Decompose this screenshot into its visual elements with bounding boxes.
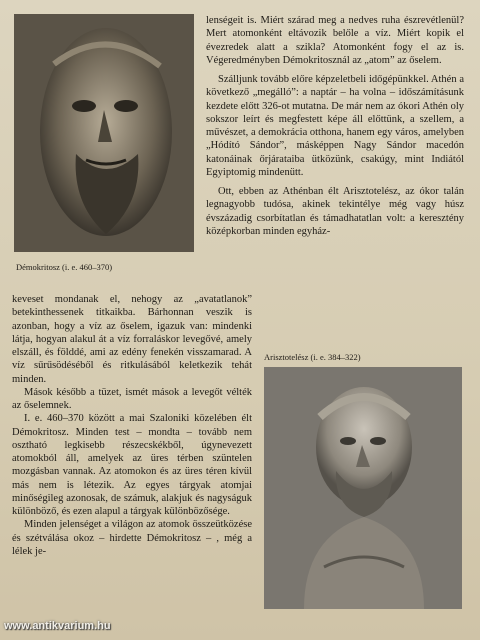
- watermark-text: www.antikvarium.hu: [4, 620, 111, 632]
- paragraph: I. e. 460–370 között a mai Szaloniki közelében élt Démokritosz. Minden test – mondta – tovább nem osztható legkisebb részecskékből, úgynevezett atomokból áll, amelyek az üres térben szüntelen mozgásban vannak. Az atomokon és az üres téren kívül más nem is létezik. Az egyes tárgyak atomjai minőségileg azonosak, de számuk, alakjuk és nagyságuk különböző, és ezen alapul a tárgyak különbözősége.: [12, 413, 252, 517]
- aristotle-caption: Arisztotelész (i. e. 384–322): [264, 352, 361, 362]
- paragraph: Minden jelenséget a világon az atomok összeütközése és szétválása okoz – hirdette Démokritosz – , még a lélek je-: [12, 519, 252, 557]
- paragraph: Ott, ebben az Athénban élt Arisztotelész, az ókor talán legnagyobb tudósa, akinek tekintélye még vagy húsz évszázadig csorbítatlan és támadhatatlan volt: a keresztény középkorban minden egyház-: [206, 186, 464, 237]
- paragraph: lenségeit is. Miért szárad meg a nedves ruha észrevétlenül? Mert atomonként eltávozik belőle a víz. Miért kopik el évezredek alatt a szikla? Atomonként fogy el az is. Végeredményben Démokritosznál az „atom” az őselem.: [206, 15, 464, 66]
- text-column-bottom-left: [12, 293, 252, 558]
- aristotle-bust-photo-icon: [264, 367, 462, 609]
- paragraph: Szálljunk tovább előre képzeletbeli időgépünkkel. Athén a következő „megálló”: a naptár – ha volna – időszámításunk kezdete előtt 326-ot mutatna. De már nem az ókori Athén oly sokszor leírt és megfestett képe áll előttünk, a szellem, a művészet, a demokrácia otthona, hanem egy város, amelyben „Hódító Sándor”, másképpen Nagy Sándor macedón katonáinak őrjárataiba ütközünk, csakúgy, mint Indiától Egyiptomig mindenütt.: [206, 74, 464, 178]
- text-column-top-right: [206, 14, 464, 238]
- paragraph: Mások később a tüzet, ismét mások a levegőt vélték az őselemnek.: [12, 386, 252, 411]
- democritus-caption: Démokritosz (i. e. 460–370): [16, 262, 113, 272]
- democritus-bust-photo-icon: [14, 14, 194, 252]
- paragraph: keveset mondanak el, nehogy az „avatatlanok” betekinthessenek titkaikba. Bárhonnan veszik is azonban, hogy a víz az őselem, igazuk van: mindenki látja, hogyan alakul át a víz forraláskor levegővé, amely elszáll, és földdé, ami az edény fenekén visszamarad. A víz sűrűsödéséből és ritkulásából keletkezik tehát minden.: [12, 294, 252, 385]
